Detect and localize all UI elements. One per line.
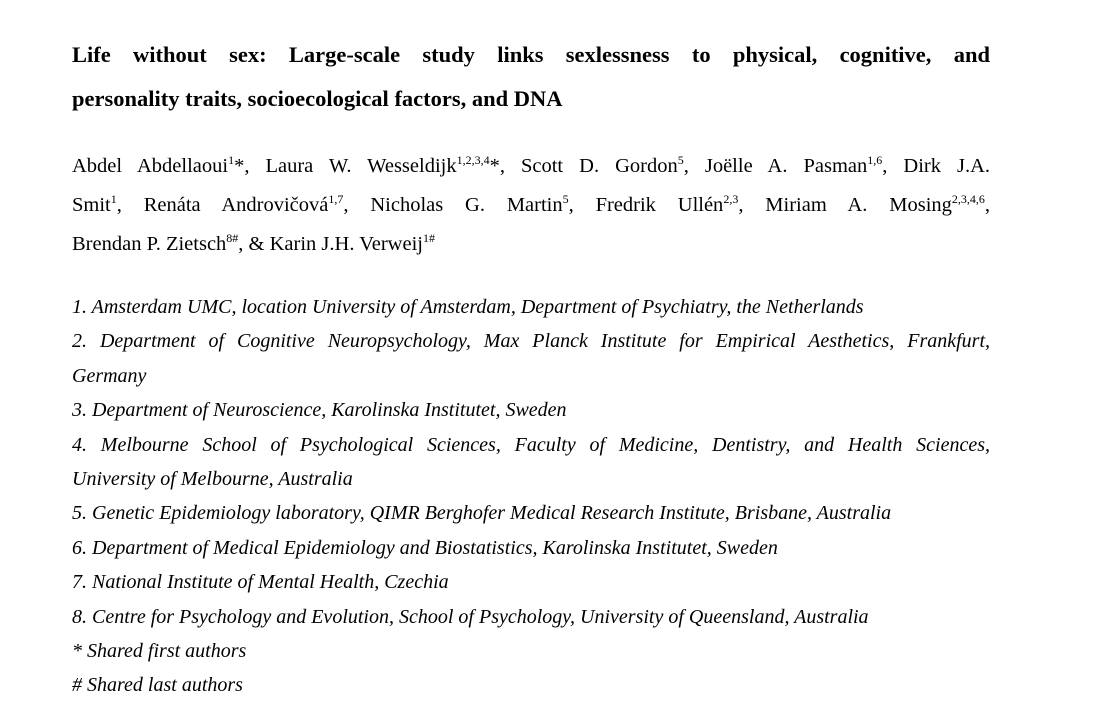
author: Miriam A. Mosing$^{2,3,4,6}$, xyxy=(765,192,991,216)
author-list xyxy=(72,147,990,264)
paper-title-line-1: Life without sex: Large-scale study links sexlessness to physical, cognitive, and xyxy=(72,42,990,67)
note-shared-last-authors: # Shared last authors xyxy=(72,674,243,697)
author-line-2 xyxy=(72,186,990,225)
affiliation-6: 6. Department of Medical Epidemiology and Biostatistics, Karolinska Institutet, Sweden xyxy=(72,536,778,559)
affiliation-7: 7. National Institute of Mental Health, Czechia xyxy=(72,571,449,594)
author: Laura W. Wesseldijk$^{1,2,3,4}$*, xyxy=(265,153,505,177)
author: Smit$^1$, xyxy=(72,192,122,216)
affiliation-8: 8. Centre for Psychology and Evolution, School of Psychology, University of Queensland, Australia xyxy=(72,605,869,628)
affiliation-3: 3. Department of Neuroscience, Karolinska Institutet, Sweden xyxy=(72,399,567,422)
author: Scott D. Gordon$^5$, xyxy=(520,153,689,177)
author-name-part: Dirk J.A. xyxy=(903,155,991,177)
paper-title-line-2: personality traits, socioecological factors, and DNA xyxy=(72,86,563,111)
affiliation-1: 1. Amsterdam UMC, location University of Amsterdam, Department of Psychiatry, the Netherlands xyxy=(72,296,864,318)
affiliation-4: 4. Melbourne School of Psychological Sciences, Faculty of Medicine, Dentistry, and Health Sciences, University of Melbourne, Australia xyxy=(72,433,990,491)
author-line-1 xyxy=(72,147,990,186)
affiliation-2: 2. Department of Cognitive Neuropsychology, Max Planck Institute for Empirical Aesthetics, Frankfurt, Germany xyxy=(72,330,990,387)
author-line-3 xyxy=(72,225,990,264)
author: Brendan P. Zietsch$^{8\#}$, & xyxy=(72,231,265,255)
author: Nicholas G. Martin$^5$, xyxy=(370,192,574,216)
author: Renáta Androvičová$^{1,7}$, xyxy=(143,192,349,216)
affiliation-list xyxy=(72,290,990,703)
affiliation-5: 5. Genetic Epidemiology laboratory, QIMR Berghofer Medical Research Institute, Brisbane, Australia xyxy=(72,502,892,525)
author: Abdel Abdellaoui$^1$*, xyxy=(72,153,250,177)
author: Karin J.H. Verweij$^{1\#}$ xyxy=(269,231,435,255)
author: Fredrik Ullén$^{2,3}$, xyxy=(595,192,744,216)
author: Joëlle A. Pasman$^{1,6}$, xyxy=(704,153,888,177)
note-shared-first-authors: * Shared first authors xyxy=(72,640,247,663)
paper-title xyxy=(72,33,990,121)
